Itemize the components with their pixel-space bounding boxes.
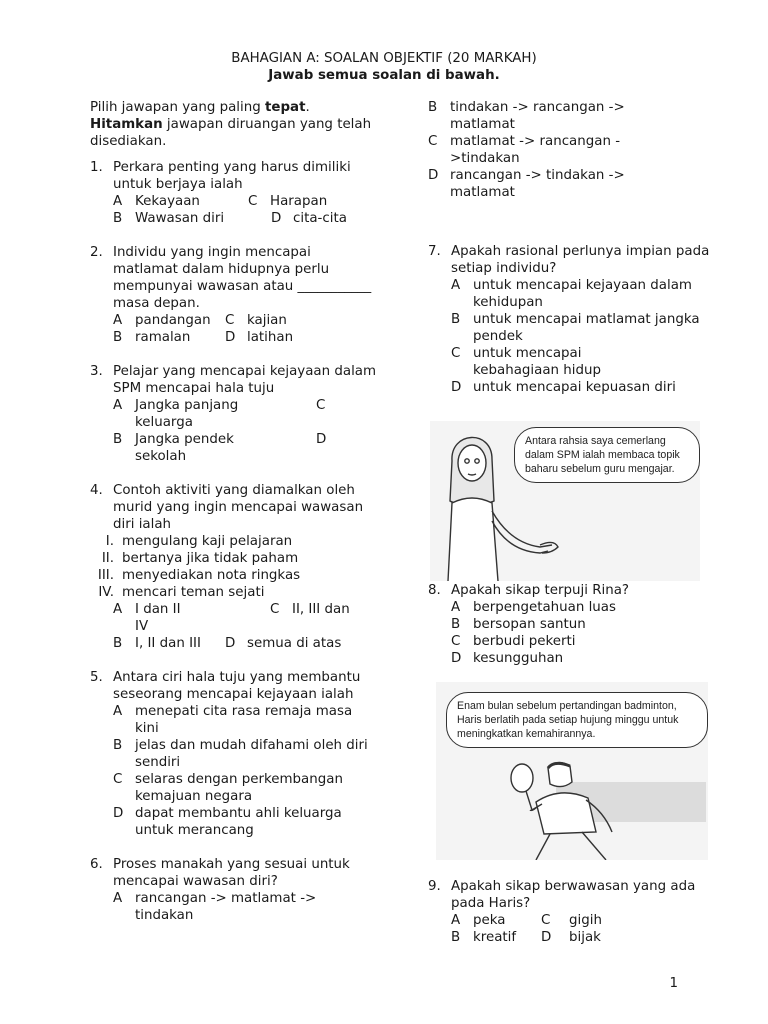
right-column — [428, 99, 718, 413]
options-row: A Jangka panjang C — [113, 398, 326, 413]
list-item: III. menyediakan nota ringkas — [97, 568, 301, 583]
page-header — [0, 50, 768, 84]
option-a[interactable]: I dan II — [135, 602, 181, 617]
option-b[interactable]: ramalan — [135, 330, 191, 345]
haris-illustration — [436, 682, 708, 860]
option-a[interactable]: A untuk mencapai kejayaan dalam kehidupan — [451, 278, 692, 310]
question-text: Apakah sikap terpuji Rina? — [451, 583, 630, 598]
option-b[interactable]: I, II dan III — [135, 636, 201, 651]
option-a[interactable]: Kekayaan — [135, 194, 200, 209]
option-d[interactable]: cita-cita — [293, 211, 347, 226]
option-c[interactable]: C selaras dengan perkembangan kemajuan negara — [113, 772, 343, 804]
option-b[interactable]: kreatif — [473, 930, 517, 945]
option-b[interactable]: Wawasan diri — [135, 211, 225, 226]
question-7: 7. Apakah rasional perlunya impian pada setiap individu? A untuk mencapai kejayaan dalam kehidupan B untuk mencapai matlamat jangka pendek C untuk mencapai kebahagiaan hidup D untuk mencapai kepuasan diri — [428, 243, 718, 396]
option-d[interactable]: semua di atas — [247, 636, 342, 651]
question-text: Proses manakah yang sesuai untuk mencapai wawasan diri? — [113, 857, 350, 889]
option-d[interactable]: sekolah — [135, 449, 187, 464]
option-d[interactable]: bijak — [569, 930, 601, 945]
options-row: B Wawasan diri D cita-cita — [113, 211, 347, 226]
question-6-continued — [428, 99, 718, 201]
list-item: I. mengulang kaji pelajaran — [105, 534, 293, 549]
options-row: B I, II dan III D semua di atas — [113, 636, 342, 651]
section-title: BAHAGIAN A: SOALAN OBJEKTIF (20 MARKAH) — [231, 51, 537, 66]
option-a[interactable]: A rancangan -> matlamat -> tindakan — [113, 891, 317, 923]
option-d[interactable]: D kesungguhan — [451, 651, 564, 666]
option-c[interactable]: kajian — [247, 313, 287, 328]
options-row — [90, 448, 380, 465]
option-b[interactable]: B untuk mencapai matlamat jangka pendek — [451, 312, 700, 344]
options-row: A pandangan C kajian — [113, 313, 287, 328]
question-text: Apakah sikap berwawasan yang ada pada Haris? — [451, 879, 696, 911]
speech-bubble: Enam bulan sebelum pertandingan badminton, Haris berlatih pada setiap hujung minggu untuk meningkatkan kemahirannya. — [446, 692, 708, 748]
options-row: A I dan II C II, III dan — [113, 602, 350, 617]
question-4: 4. Contoh aktiviti yang diamalkan oleh murid yang ingin mencapai wawasan diri ialah I. mengulang kaji pelajaran II. bertanya jika tidak paham III. menyediakan nota ringkas IV. mencari teman sejati A I dan II C II, III dan IV B I, II dan III D semua di atas — [90, 482, 380, 652]
left-column — [90, 99, 380, 941]
question-text: Contoh aktiviti yang diamalkan oleh murid yang ingin mencapai wawasan diri ialah — [113, 483, 364, 532]
question-text: Individu yang ingin mencapai matlamat dalam hidupnya perlu mempunyai wawasan atau ___________ masa depan. — [113, 245, 372, 311]
speech-bubble: Antara rahsia saya cemerlang dalam SPM ialah membaca topik baharu sebelum guru mengajar. — [514, 427, 700, 483]
option-d[interactable]: D untuk mencapai kepuasan diri — [451, 380, 676, 395]
options-row: B kreatif D bijak — [451, 930, 601, 945]
question-6: 6. Proses manakah yang sesuai untuk mencapai wawasan diri? A rancangan -> matlamat -> tindakan — [90, 856, 380, 924]
option-c[interactable]: II, III dan — [292, 602, 350, 617]
rina-illustration — [430, 421, 700, 581]
question-text: Pelajar yang mencapai kejayaan dalam SPM mencapai hala tuju — [113, 364, 377, 396]
question-3: 3. Pelajar yang mencapai kejayaan dalam SPM mencapai hala tuju A Jangka panjang C keluarga B Jangka pendek D sekolah — [90, 363, 380, 465]
options-row: IV — [135, 619, 149, 634]
question-2: 2. Individu yang ingin mencapai matlamat dalam hidupnya perlu mempunyai wawasan atau ___________ masa depan. A pandangan C kajian B ramalan D latihan — [90, 244, 380, 346]
question-text: Perkara penting yang harus dimiliki untuk berjaya ialah — [113, 160, 351, 192]
option-a[interactable]: A berpengetahuan luas — [451, 600, 616, 615]
list-item: II. bertanya jika tidak paham — [101, 551, 299, 566]
page-number: 1 — [669, 976, 678, 991]
question-9: 9. Apakah sikap berwawasan yang ada pada Haris? A peka C gigih B kreatif D bijak — [428, 878, 718, 946]
option-c[interactable]: keluarga — [135, 415, 193, 430]
option-d[interactable]: D dapat membantu ahli keluarga untuk merancang — [113, 806, 342, 838]
question-8: 8. Apakah sikap terpuji Rina? A berpengetahuan luas B bersopan santun C berbudi pekerti D kesungguhan — [428, 582, 718, 667]
options-row: A peka C gigih — [451, 913, 602, 928]
option-c[interactable]: C berbudi pekerti — [451, 634, 576, 649]
question-5: 5. Antara ciri hala tuju yang membantu seseorang mencapai kejayaan ialah A menepati cita rasa remaja masa kini B jelas dan mudah difahami oleh diri sendiri C selaras dengan perkembangan kemajuan negara D dapat membantu ahli keluarga untuk merancang — [90, 669, 380, 839]
options-row — [90, 414, 380, 431]
option-d[interactable]: latihan — [247, 330, 294, 345]
list-item: IV. mencari teman sejati — [98, 585, 265, 600]
options-row: B ramalan D latihan — [113, 330, 294, 345]
options-row: B Jangka pendek D — [113, 432, 327, 447]
question-1: 1. Perkara penting yang harus dimiliki untuk berjaya ialah A Kekayaan C Harapan B Wawasan diri D cita-cita — [90, 159, 380, 227]
option-b[interactable]: B tindakan -> rancangan -> matlamat — [428, 100, 625, 132]
option-b[interactable]: B bersopan santun — [451, 617, 586, 632]
question-text: Antara ciri hala tuju yang membantu seseorang mencapai kejayaan ialah — [113, 670, 361, 702]
option-d[interactable]: D rancangan -> tindakan -> matlamat — [428, 168, 625, 200]
section-instruction: Jawab semua soalan di bawah. — [268, 68, 500, 83]
instructions: Pilih jawapan yang paling tepat. Hitamkan jawapan diruangan yang telah disediakan. — [90, 100, 372, 149]
option-a[interactable]: A menepati cita rasa remaja masa kini — [113, 704, 353, 736]
option-c[interactable]: gigih — [569, 913, 602, 928]
option-c[interactable]: C matlamat -> rancangan ->tindakan — [428, 134, 621, 166]
option-a[interactable]: Jangka panjang — [135, 398, 239, 413]
option-b[interactable]: Jangka pendek — [135, 432, 234, 447]
option-a[interactable]: peka — [473, 913, 506, 928]
options-row: A Kekayaan C Harapan — [113, 194, 328, 209]
option-c[interactable]: C untuk mencapai kebahagiaan hidup — [451, 346, 601, 378]
question-text: Apakah rasional perlunya impian pada setiap individu? — [451, 244, 710, 276]
option-b[interactable]: B jelas dan mudah difahami oleh diri sendiri — [113, 738, 368, 770]
option-c[interactable]: Harapan — [270, 194, 328, 209]
option-a[interactable]: pandangan — [135, 313, 211, 328]
